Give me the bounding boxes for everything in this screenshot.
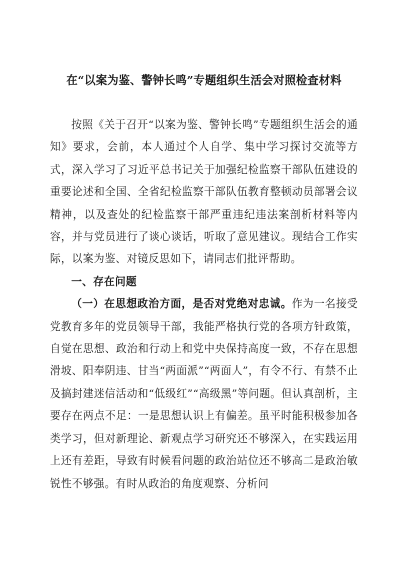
subsection-paragraph xyxy=(50,293,358,495)
document-title: 在“以案为鉴、警钟长鸣”专题组织生活会对照检查材料 xyxy=(66,73,342,87)
subsection-body: 作为一名接受党教育多年的党员领导干部，我能严格执行党的各项方针政策，自觉在思想、政治和行动上和党中央保持高度一致，不存在思想滑坡、阳奉阴违、甘当“两面派”“两面人”，有令不行、有禁不止及搞封建迷信活动和“低级红”“高级黑”等问题。但认真剖析，主要存在两点不足：一是思想认识上有偏差。虽平时能积极参加各类学习，但对新理论、新观点学习研究还不够深入，在实践运用上还有差距，导致有时候看问题的政治站位还不够高二是政治敏锐性不够强。有时从政治的角度观察、分析问 xyxy=(50,298,358,490)
section-heading: 一、存在问题 xyxy=(71,275,137,288)
subsection-lead: （一）在思想政治方面，是否对党绝对忠诚。 xyxy=(71,298,292,311)
intro-paragraph: 按照《关于召开“以案为鉴、警钟长鸣”专题组织生活会的通知》要求，会前，本人通过个人自学、集中学习探讨交流等方式，深入学习了习近平总书记关于加强纪检监察干部队伍建设的重要论述和全国、全省纪检监察干部队伍教育整顿动员部署会议精神，以及查处的纪检监察干部严重违纪违法案剖析材料等内容，并与党员进行了谈心谈话，听取了意见建议。现结合工作实际，以案为鉴、对镜反思如下，请同志们批评帮助。 xyxy=(50,119,358,266)
